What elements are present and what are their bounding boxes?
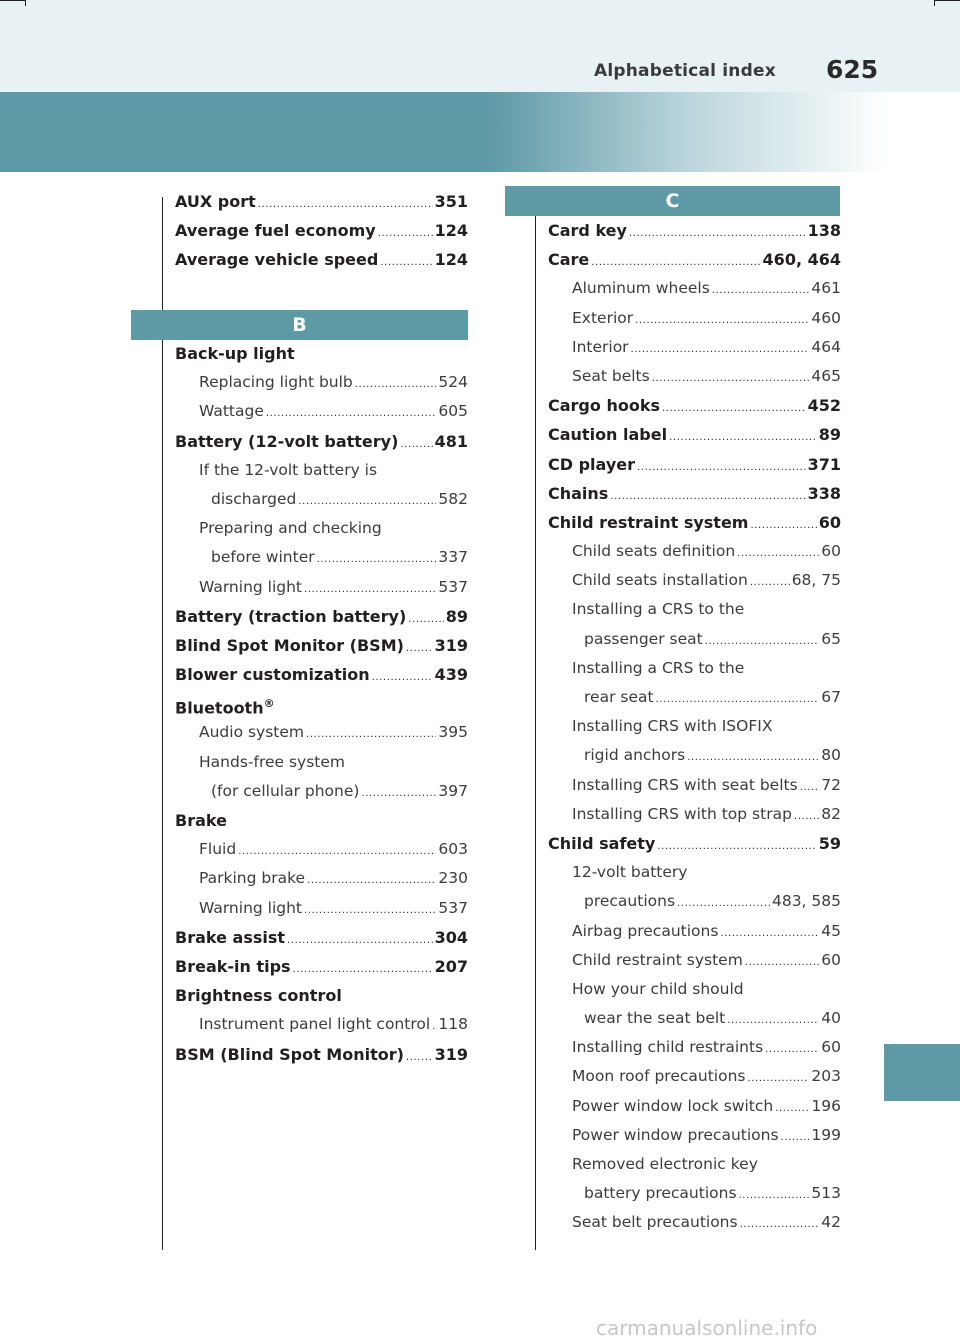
- index-entry-page[interactable]: 89: [818, 425, 841, 445]
- dot-leader: [652, 364, 810, 391]
- dot-leader: [781, 1123, 810, 1150]
- index-entry-label: Seat belt precautions: [572, 1213, 738, 1232]
- index-entry: [548, 595, 841, 624]
- index-entry-label: wear the seat belt: [584, 1009, 726, 1028]
- index-entry-label: If the 12-volt battery is: [199, 460, 378, 479]
- index-entry-page[interactable]: 138: [807, 221, 841, 240]
- index-column-2: [548, 216, 841, 1238]
- dot-leader: [287, 926, 433, 952]
- index-entry-page[interactable]: 207: [434, 956, 468, 976]
- index-entry-page[interactable]: 465: [811, 366, 841, 385]
- index-entry-page[interactable]: 395: [438, 723, 468, 742]
- index-entry-label: CD player: [548, 454, 636, 474]
- index-entry: [548, 1121, 841, 1150]
- index-entry-label: Bluetooth: [175, 698, 264, 718]
- dot-leader: [610, 482, 805, 508]
- index-entry-page[interactable]: 40: [821, 1009, 841, 1028]
- dot-leader: [740, 1210, 820, 1237]
- dot-leader: [378, 219, 433, 245]
- index-entry-label: Card key: [548, 221, 627, 240]
- index-entry-label: Installing CRS with seat belts: [572, 775, 798, 794]
- index-entry-page[interactable]: 230: [438, 869, 468, 888]
- index-entry-label: Break-in tips: [175, 956, 291, 976]
- dot-leader: [372, 663, 433, 689]
- dot-leader: [657, 832, 816, 858]
- index-entry: [548, 479, 841, 508]
- index-entry: [548, 800, 841, 829]
- dot-leader: [737, 539, 819, 566]
- index-entry-label: Power window lock switch: [572, 1096, 774, 1115]
- index-entry-label: Child seats definition: [572, 542, 736, 561]
- dot-leader: [355, 370, 437, 397]
- dot-leader: [266, 399, 437, 426]
- dot-leader: [406, 634, 433, 660]
- index-entry: [175, 660, 468, 689]
- section-banner: [0, 92, 888, 172]
- index-entry-label: Child seats installation: [572, 571, 748, 590]
- index-entry-page[interactable]: 483, 585: [771, 892, 841, 911]
- dot-leader: [748, 1064, 810, 1091]
- index-entry-label: before winter: [211, 548, 315, 567]
- index-entry-label: Average vehicle speed: [175, 250, 379, 270]
- index-entry-page[interactable]: 196: [811, 1096, 841, 1115]
- index-entry-page[interactable]: 124: [434, 250, 468, 270]
- index-entry-label: Back-up light: [175, 344, 295, 363]
- index-entry-label: Chains: [548, 483, 609, 503]
- index-entry: [175, 689, 468, 718]
- index-entry: [175, 631, 468, 660]
- index-entry: [175, 456, 468, 485]
- index-entry: [548, 245, 841, 274]
- index-entry: [175, 485, 468, 514]
- dot-leader: [687, 743, 819, 770]
- index-entry-label: Moon roof precautions: [572, 1067, 746, 1086]
- dot-leader: [432, 1012, 436, 1039]
- crop-mark: [934, 0, 960, 1]
- index-entry: [175, 1010, 468, 1039]
- index-entry: [548, 917, 841, 946]
- index-entry: [548, 1033, 841, 1062]
- dot-leader: [258, 190, 433, 216]
- index-entry-label: Blind Spot Monitor (BSM): [175, 635, 404, 655]
- index-entry-label: Blower customization: [175, 665, 370, 685]
- index-entry-label: Preparing and checking: [199, 519, 382, 538]
- index-entry: [548, 450, 841, 479]
- index-entry: [175, 777, 468, 806]
- index-entry: [548, 304, 841, 333]
- index-entry-page[interactable]: 397: [438, 781, 468, 800]
- index-entry-label: Child restraint system: [548, 512, 749, 532]
- index-entry-label: Installing child restraints: [572, 1038, 764, 1057]
- index-entry-page[interactable]: 439: [434, 665, 468, 685]
- index-entry-page[interactable]: 80: [821, 746, 841, 765]
- index-entry: [548, 887, 841, 916]
- index-entry-label: Warning light: [199, 898, 303, 917]
- dot-leader: [750, 511, 816, 537]
- index-entry-page[interactable]: 537: [438, 577, 468, 596]
- index-entry-page[interactable]: 72: [821, 775, 841, 794]
- index-entry: [548, 975, 841, 1004]
- page-header: [0, 0, 960, 92]
- index-entry-label: passenger seat: [584, 629, 703, 648]
- index-entry-label: How your child should: [572, 979, 744, 998]
- index-entry: [548, 420, 841, 449]
- page-number: 625: [826, 55, 879, 84]
- dot-leader: [662, 394, 806, 420]
- dot-leader: [408, 605, 443, 631]
- index-entry-label: Brake assist: [175, 927, 286, 947]
- index-entry-label: Child safety: [548, 833, 656, 853]
- index-entry: [175, 514, 468, 543]
- index-entry-page[interactable]: 60: [818, 512, 841, 532]
- index-entry-page[interactable]: 65: [821, 629, 841, 648]
- index-entry-page[interactable]: 60: [821, 542, 841, 561]
- index-entry-label: Battery (traction battery): [175, 606, 407, 626]
- dot-leader: [317, 545, 437, 572]
- index-entry-label: Fluid: [199, 840, 237, 859]
- index-entry-label: Caution label: [548, 425, 668, 445]
- index-column-1: [175, 187, 468, 275]
- index-entry-page[interactable]: 45: [821, 921, 841, 940]
- index-entry: [175, 718, 468, 747]
- dot-leader: [380, 248, 432, 274]
- index-entry-label: Installing CRS with ISOFIX: [572, 717, 773, 736]
- index-entry-label: Brightness control: [175, 986, 342, 1006]
- index-entry-label: Wattage: [199, 402, 264, 421]
- index-entry-page[interactable]: 524: [438, 373, 468, 392]
- index-entry-label: 12-volt battery: [572, 863, 688, 882]
- index-entry-page[interactable]: 319: [434, 1044, 468, 1064]
- dot-leader: [745, 948, 819, 975]
- index-entry: [548, 946, 841, 975]
- index-entry-page[interactable]: 199: [811, 1125, 841, 1144]
- dot-leader: [406, 1043, 433, 1069]
- dot-leader: [293, 955, 433, 981]
- index-entry-page[interactable]: 452: [807, 396, 841, 416]
- index-entry-page[interactable]: 605: [438, 402, 468, 421]
- index-entry: [548, 829, 841, 858]
- index-entry-page[interactable]: 319: [434, 635, 468, 655]
- index-entry-label: Battery (12-volt battery): [175, 431, 399, 451]
- index-entry-label: Brake: [175, 811, 227, 830]
- index-entry: [175, 543, 468, 572]
- index-entry-label: Removed electronic key: [572, 1155, 758, 1173]
- index-entry: [548, 362, 841, 391]
- index-entry-label: Interior: [572, 337, 629, 356]
- index-entry-label: BSM (Blind Spot Monitor): [175, 1044, 404, 1064]
- index-list: [175, 339, 468, 1069]
- index-entry-page[interactable]: 42: [821, 1213, 841, 1232]
- column-rule-right: [535, 197, 536, 1250]
- index-entry-page[interactable]: 124: [434, 221, 468, 241]
- index-entry: [548, 508, 841, 537]
- index-entry-label: AUX port: [175, 192, 256, 211]
- index-entry-label: battery precautions: [584, 1184, 737, 1203]
- index-entry: [175, 748, 468, 777]
- index-entry-page[interactable]: 461: [811, 279, 841, 298]
- dot-leader: [238, 837, 436, 864]
- index-entry-label: Replacing light bulb: [199, 373, 353, 392]
- dot-leader: [800, 773, 820, 800]
- dot-leader: [669, 423, 817, 449]
- index-entry: [548, 566, 841, 595]
- index-entry: [548, 537, 841, 566]
- index-entry: [548, 216, 841, 245]
- index-entry-label: Hands-free system: [199, 752, 346, 771]
- index-entry: [548, 858, 841, 887]
- index-entry: [175, 923, 468, 952]
- index-entry-page[interactable]: 68, 75: [791, 571, 841, 590]
- index-entry: [548, 1150, 841, 1179]
- index-entry-label: Cargo hooks: [548, 396, 660, 416]
- index-entry: [175, 952, 468, 981]
- index-entry-page[interactable]: 603: [438, 840, 468, 859]
- index-entry: [548, 1062, 841, 1091]
- dot-leader: [361, 779, 436, 806]
- crop-mark: [934, 0, 935, 6]
- dot-leader: [727, 1006, 819, 1033]
- index-entry: [548, 712, 841, 741]
- index-entry: [548, 1004, 841, 1033]
- index-entry-page[interactable]: 118: [438, 1015, 468, 1034]
- index-entry-label: Aluminum wheels: [572, 279, 710, 298]
- index-entry-label: Installing CRS with top strap: [572, 804, 792, 823]
- index-entry: [548, 1208, 841, 1237]
- index-entry: [175, 573, 468, 602]
- index-entry-page[interactable]: 337: [438, 548, 468, 567]
- index-entry-page[interactable]: 351: [434, 192, 468, 211]
- index-entry-label: rear seat: [584, 688, 654, 706]
- index-entry-label: Installing a CRS to the: [572, 600, 745, 619]
- dot-leader: [400, 430, 432, 456]
- index-entry: [175, 1040, 468, 1069]
- index-entry-label: Average fuel economy: [175, 221, 376, 241]
- index-entry: [175, 368, 468, 397]
- index-entry-page[interactable]: 460: [811, 308, 841, 327]
- index-entry-label: Airbag precautions: [572, 921, 719, 940]
- dot-leader: [631, 335, 810, 362]
- crop-mark: [25, 0, 26, 6]
- index-entry-label: Parking brake: [199, 869, 306, 888]
- index-entry: [175, 981, 468, 1010]
- index-entry-label: Child restraint system: [572, 950, 743, 969]
- index-list: [175, 187, 468, 275]
- thumb-tab: [884, 1044, 960, 1101]
- index-entry: [175, 245, 468, 274]
- index-entry-label: (for cellular phone): [211, 781, 360, 800]
- dot-leader: [712, 276, 810, 303]
- index-entry: [548, 274, 841, 303]
- index-entry: [175, 806, 468, 835]
- index-entry-label: rigid anchors: [584, 746, 686, 765]
- index-entry-label: Seat belts: [572, 366, 650, 385]
- index-entry-page[interactable]: 481: [434, 431, 468, 451]
- index-entry-page[interactable]: 460, 464: [762, 250, 841, 270]
- index-entry-label: Power window precautions: [572, 1125, 779, 1144]
- column-rule-left: [162, 197, 163, 1250]
- index-entry-page[interactable]: 82: [821, 804, 841, 823]
- dot-leader: [307, 866, 436, 893]
- index-entry: [548, 1092, 841, 1121]
- index-entry: [548, 391, 841, 420]
- dot-leader: [635, 306, 809, 333]
- crop-mark: [0, 0, 26, 1]
- index-entry: [175, 864, 468, 893]
- dot-leader: [705, 627, 820, 654]
- dot-leader: [304, 896, 436, 923]
- dot-leader: [304, 575, 436, 602]
- registered-mark: ®: [263, 697, 275, 711]
- dot-leader: [637, 453, 806, 479]
- dot-leader: [591, 248, 760, 274]
- index-entry: [175, 835, 468, 864]
- index-entry: [548, 333, 841, 362]
- index-entry-page[interactable]: 371: [807, 454, 841, 474]
- index-entry-label: Care: [548, 250, 590, 270]
- index-entry-label: Audio system: [199, 723, 305, 742]
- dot-leader: [720, 919, 819, 946]
- index-entry: [548, 654, 841, 683]
- index-entry: [175, 894, 468, 923]
- dot-leader: [656, 685, 820, 712]
- index-entry: [548, 771, 841, 800]
- index-entry: [548, 683, 841, 712]
- dot-leader: [750, 568, 790, 595]
- index-entry: [175, 427, 468, 456]
- index-entry-page[interactable]: 67: [821, 688, 841, 706]
- index-entry-page[interactable]: 89: [445, 606, 468, 626]
- index-entry-label: Warning light: [199, 577, 303, 596]
- index-entry-page[interactable]: 60: [821, 950, 841, 969]
- index-entry: [175, 602, 468, 631]
- index-entry: [175, 187, 468, 216]
- index-entry-label: discharged: [211, 489, 297, 508]
- index-entry-page[interactable]: 59: [818, 833, 841, 853]
- index-list: [548, 216, 841, 1238]
- dot-leader: [677, 889, 770, 916]
- index-entry-page[interactable]: 338: [807, 483, 841, 503]
- index-entry-page[interactable]: 203: [811, 1067, 841, 1086]
- index-entry-page[interactable]: 513: [811, 1184, 841, 1203]
- index-entry-page[interactable]: 464: [811, 337, 841, 356]
- dot-leader: [629, 219, 806, 245]
- index-entry-label: precautions: [584, 892, 676, 911]
- index-entry: [175, 216, 468, 245]
- section-header-b: B: [131, 310, 468, 340]
- index-entry-page[interactable]: 304: [434, 927, 468, 947]
- index-entry-label: Exterior: [572, 308, 634, 327]
- index-entry: [548, 1179, 841, 1208]
- header-title: Alphabetical index: [594, 61, 776, 81]
- index-entry-page[interactable]: 60: [821, 1038, 841, 1057]
- dot-leader: [794, 802, 819, 829]
- watermark: carmanualsonline.info: [596, 1316, 818, 1340]
- index-entry: [175, 397, 468, 426]
- dot-leader: [306, 720, 436, 747]
- index-entry: [548, 625, 841, 654]
- dot-leader: [298, 487, 436, 514]
- index-entry-page[interactable]: 582: [438, 489, 468, 508]
- index-entry: [175, 339, 468, 368]
- index-entry-page[interactable]: 537: [438, 898, 468, 917]
- index-entry-label: Instrument panel light control: [199, 1015, 431, 1034]
- index-column-1-b: [175, 339, 468, 1069]
- index-entry: [548, 741, 841, 770]
- dot-leader: [739, 1181, 810, 1208]
- index-entry-label: Installing a CRS to the: [572, 658, 745, 677]
- dot-leader: [765, 1035, 819, 1062]
- section-header-c: C: [505, 186, 840, 216]
- dot-leader: [775, 1094, 809, 1121]
